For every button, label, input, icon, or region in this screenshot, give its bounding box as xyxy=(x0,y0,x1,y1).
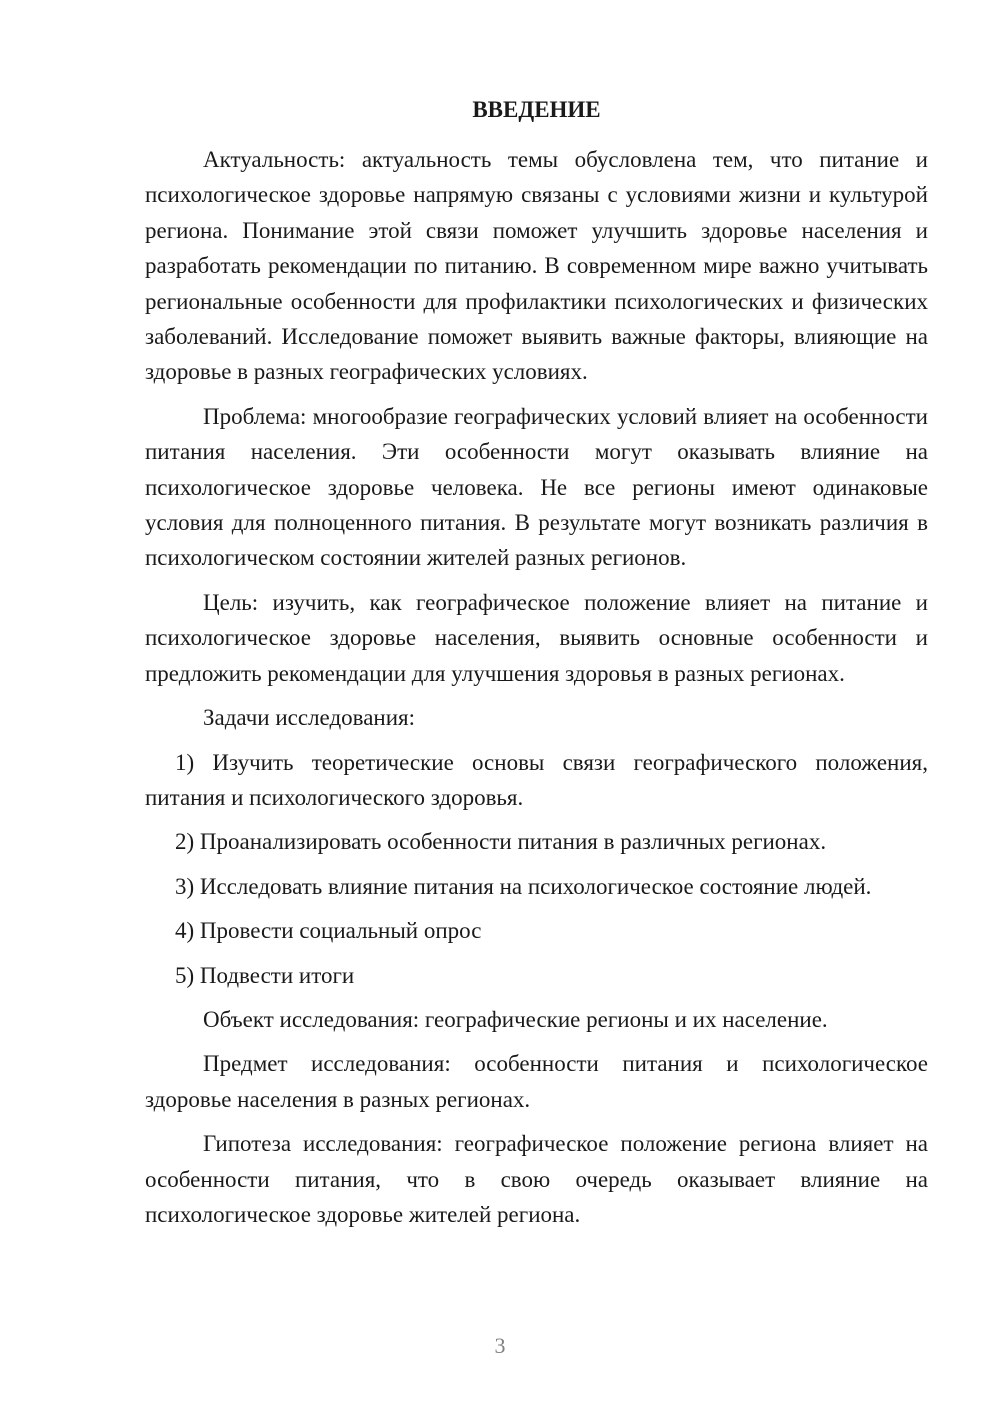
tasks-intro-paragraph: Задачи исследования: xyxy=(203,705,416,731)
relevance-paragraph: Актуальность: актуальность темы обусловлена тем, что питание и психологическое здоровье напрямую связаны с условиями жизни и культурой региона. Понимание этой связи поможет улучшить здоровье населения и разработать рекомендации по питанию. В современном мире важно учитывать региональные особенности для профилактики психологических и физических заболеваний. Исследование поможет выявить важные факторы, влияющие на здоровье в разных географических условиях. xyxy=(145,147,928,385)
task-item: 4) Провести социальный опрос xyxy=(175,918,482,944)
tasks-list xyxy=(145,745,928,993)
research-subject-paragraph: Предмет исследования: особенности питания и психологическое здоровье населения в разных регионах. xyxy=(145,1051,928,1112)
page-number: 3 xyxy=(494,1333,506,1358)
task-item: 3) Исследовать влияние питания на психологическое состояние людей. xyxy=(175,873,872,899)
task-item: 1) Изучить теоретические основы связи географического положения, питания и психологического здоровья. xyxy=(145,749,928,810)
research-hypothesis-paragraph: Гипотеза исследования: географическое положение региона влияет на особенности питания, что в свою очередь оказывает влияние на психологическое здоровье жителей региона. xyxy=(145,1131,928,1227)
problem-paragraph: Проблема: многообразие географических условий влияет на особенности питания населения. Эти особенности могут оказывать влияние на психологическое здоровье человека. Не все регионы имеют одинаковые условия для полноценного питания. В результате могут возникать различия в психологическом состоянии жителей разных регионов. xyxy=(145,403,928,571)
task-item: 5) Подвести итоги xyxy=(175,962,355,988)
document-body xyxy=(145,94,928,1241)
section-heading: ВВЕДЕНИЕ xyxy=(472,97,601,122)
research-object-paragraph: Объект исследования: географические регионы и их население. xyxy=(203,1006,828,1032)
goal-paragraph: Цель: изучить, как географическое положение влияет на питание и психологическое здоровье населения, выявить основные особенности и предложить рекомендации для улучшения здоровья в разных регионах. xyxy=(145,589,928,686)
task-item: 2) Проанализировать особенности питания в различных регионах. xyxy=(175,829,827,855)
